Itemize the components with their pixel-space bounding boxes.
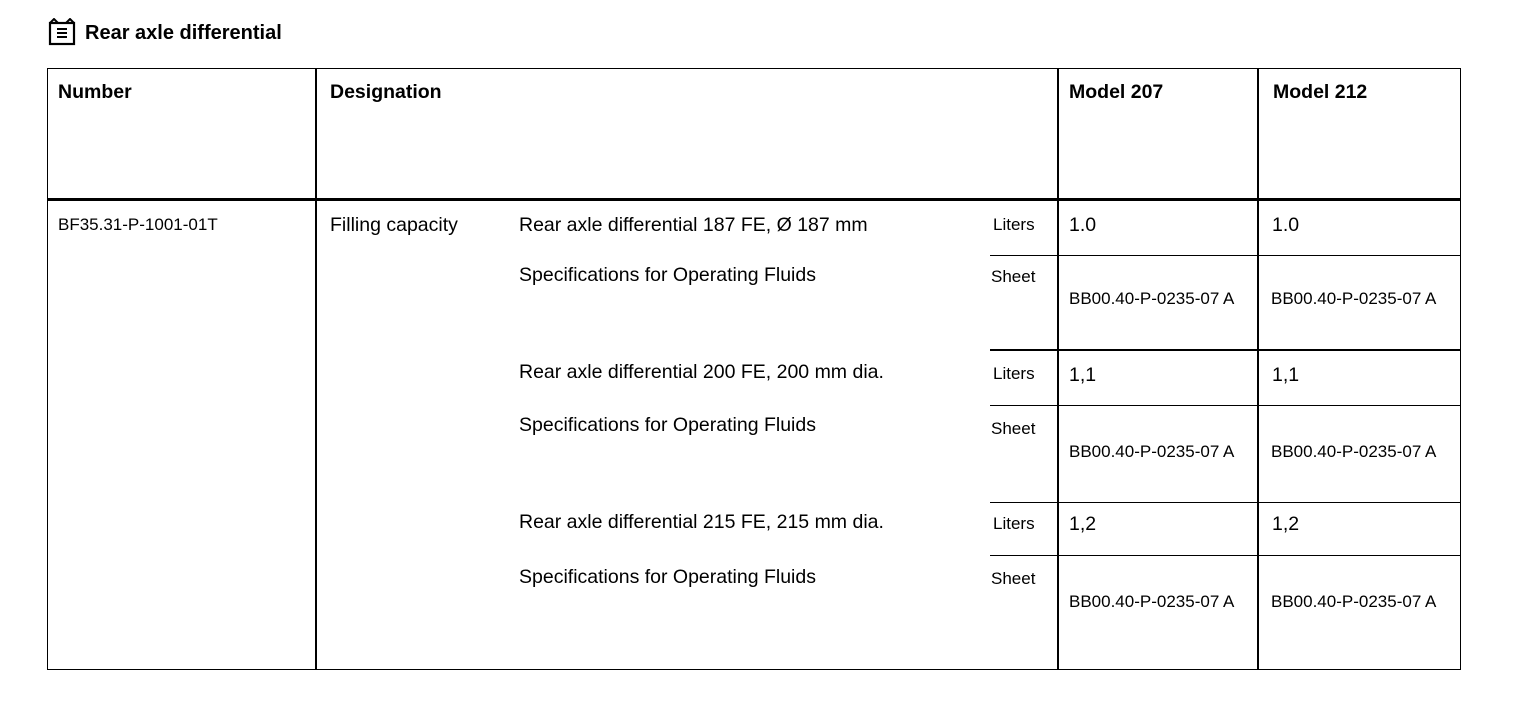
document-list-icon: [48, 18, 78, 48]
entry-value-207: 1,1: [1069, 364, 1097, 386]
entry-value-212: BB00.40-P-0235-07 A: [1271, 442, 1437, 461]
entry-value-212: 1,1: [1272, 364, 1300, 386]
entry-label: Specifications for Operating Fluids: [519, 566, 816, 588]
specification-table: [47, 68, 1461, 670]
row-divider: [990, 502, 1460, 503]
entry-value-212: 1.0: [1272, 214, 1300, 236]
entry-value-212: 1,2: [1272, 513, 1300, 535]
entry-value-212: BB00.40-P-0235-07 A: [1271, 592, 1437, 611]
row-divider: [990, 349, 1460, 351]
entry-unit: Sheet: [991, 267, 1036, 286]
entry-value-207: BB00.40-P-0235-07 A: [1069, 442, 1235, 461]
entry-label: Rear axle differential 215 FE, 215 mm dia.: [519, 511, 884, 533]
entry-label: Rear axle differential 200 FE, 200 mm dia.: [519, 361, 884, 383]
page-title: Rear axle differential: [85, 21, 282, 44]
header-number: Number: [58, 81, 132, 103]
entry-unit: Liters: [993, 514, 1035, 533]
row-divider: [990, 255, 1460, 256]
entry-unit: Sheet: [991, 569, 1036, 588]
entry-value-207: 1,2: [1069, 513, 1097, 535]
entry-value-207: 1.0: [1069, 214, 1097, 236]
row-divider: [990, 555, 1460, 556]
entry-unit: Sheet: [991, 419, 1036, 438]
header-model-212: Model 212: [1273, 81, 1368, 103]
section-title: [48, 18, 282, 48]
entry-unit: Liters: [993, 364, 1035, 383]
col-divider: [315, 69, 317, 669]
header-designation: Designation: [330, 81, 442, 103]
entry-value-207: BB00.40-P-0235-07 A: [1069, 592, 1235, 611]
row-divider: [990, 405, 1460, 406]
entry-label: Specifications for Operating Fluids: [519, 264, 816, 286]
header-divider: [48, 198, 1460, 201]
header-model-207: Model 207: [1069, 81, 1164, 103]
col-divider: [1257, 69, 1259, 669]
entry-label: Rear axle differential 187 FE, Ø 187 mm: [519, 214, 868, 236]
row-number: BF35.31-P-1001-01T: [58, 215, 218, 234]
entry-unit: Liters: [993, 215, 1035, 234]
entry-value-212: BB00.40-P-0235-07 A: [1271, 289, 1437, 308]
entry-label: Specifications for Operating Fluids: [519, 414, 816, 436]
row-designation: Filling capacity: [330, 214, 458, 236]
col-divider: [1057, 69, 1059, 669]
entry-value-207: BB00.40-P-0235-07 A: [1069, 289, 1235, 308]
